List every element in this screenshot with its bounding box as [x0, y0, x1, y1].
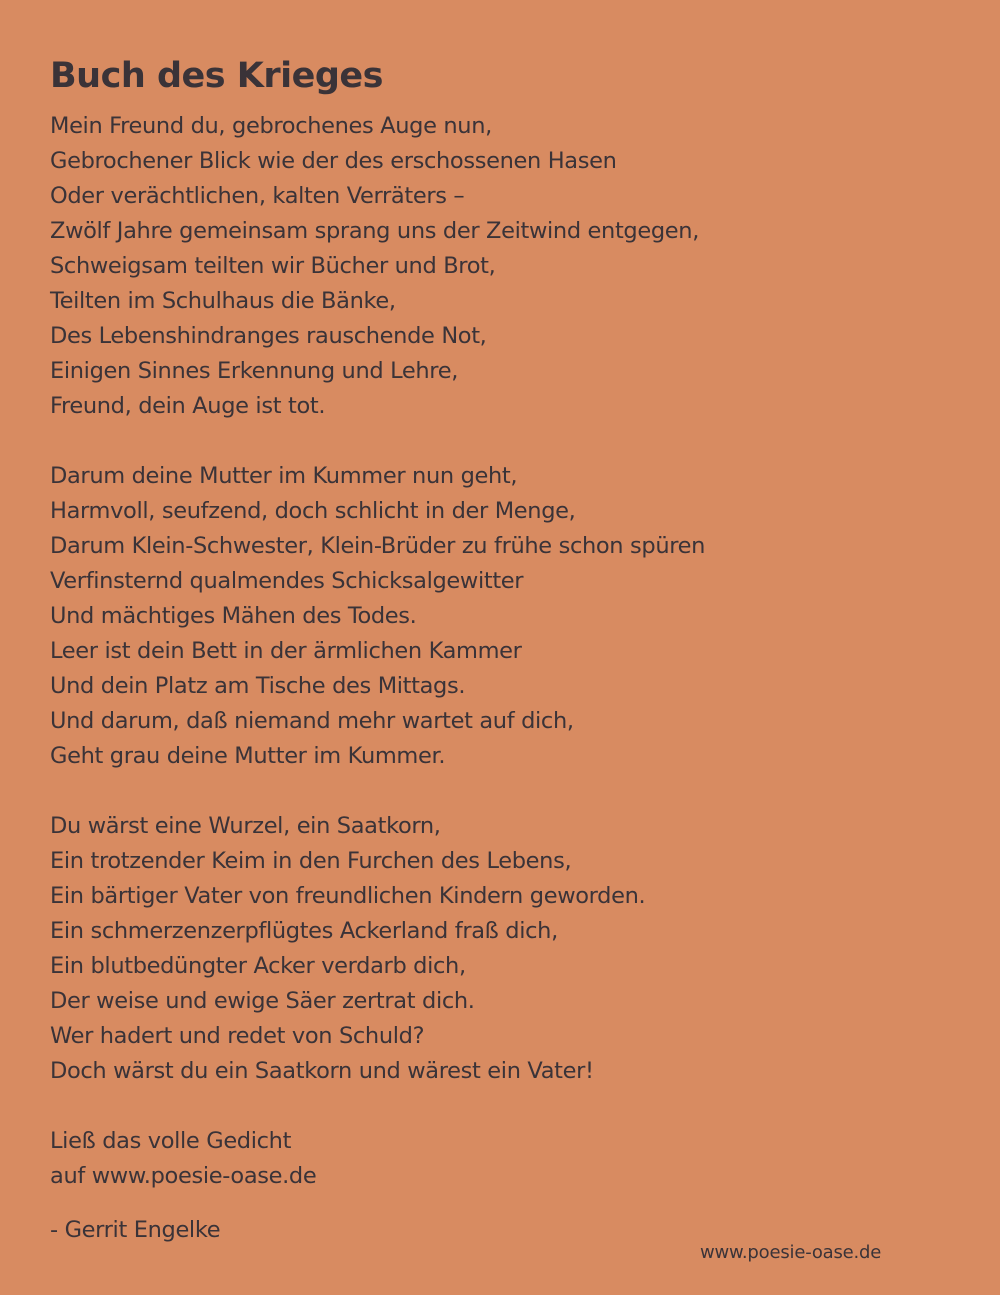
poem-line: Der weise und ewige Säer zertrat dich.: [50, 988, 475, 1014]
website-watermark: www.poesie-oase.de: [700, 1242, 882, 1263]
poem-line: Verfinsternd qualmendes Schicksalgewitter: [50, 568, 524, 594]
poem-line: Ein trotzender Keim in den Furchen des Lebens,: [50, 848, 572, 874]
poem-line: Oder verächtlichen, kalten Verräters –: [50, 183, 465, 209]
stanza: [50, 459, 950, 774]
promo-text: [50, 1124, 316, 1194]
poem-line: Und mächtiges Mähen des Todes.: [50, 603, 417, 629]
poem-line: Geht grau deine Mutter im Kummer.: [50, 743, 446, 769]
poem-line: Einigen Sinnes Erkennung und Lehre,: [50, 358, 458, 384]
poem-line: Darum Klein-Schwester, Klein-Brüder zu frühe schon spüren: [50, 533, 706, 559]
stanza: [50, 109, 950, 424]
poem-line: Schweigsam teilten wir Bücher und Brot,: [50, 253, 496, 279]
poem-line: Mein Freund du, gebrochenes Auge nun,: [50, 113, 492, 139]
stanza: [50, 809, 950, 1089]
poem-line: Ein blutbedüngter Acker verdarb dich,: [50, 953, 466, 979]
poem-line: Ein schmerzenzerpflügtes Ackerland fraß dich,: [50, 918, 558, 944]
poem-line: Du wärst eine Wurzel, ein Saatkorn,: [50, 813, 441, 839]
poem-line: Doch wärst du ein Saatkorn und wärest ein Vater!: [50, 1058, 594, 1084]
promo-line: auf www.poesie-oase.de: [50, 1163, 317, 1189]
author-credit: - Gerrit Engelke: [50, 1217, 221, 1243]
poem-line: Wer hadert und redet von Schuld?: [50, 1023, 425, 1049]
poem-body: [50, 109, 950, 1124]
poem-line: Des Lebenshindranges rauschende Not,: [50, 323, 487, 349]
poem-line: Leer ist dein Bett in der ärmlichen Kammer: [50, 638, 522, 664]
poem-line: Gebrochener Blick wie der des erschossenen Hasen: [50, 148, 617, 174]
poem-line: Zwölf Jahre gemeinsam sprang uns der Zeitwind entgegen,: [50, 218, 699, 244]
poem-line: Ein bärtiger Vater von freundlichen Kindern geworden.: [50, 883, 646, 909]
poem-line: Darum deine Mutter im Kummer nun geht,: [50, 463, 518, 489]
poem-line: Teilten im Schulhaus die Bänke,: [50, 288, 396, 314]
promo-line: Ließ das volle Gedicht: [50, 1128, 292, 1154]
poem-line: Harmvoll, seufzend, doch schlicht in der Menge,: [50, 498, 576, 524]
poem-line: Und dein Platz am Tische des Mittags.: [50, 673, 466, 699]
poem-title: Buch des Krieges: [50, 56, 383, 96]
poem-line: Freund, dein Auge ist tot.: [50, 393, 326, 419]
poem-line: Und darum, daß niemand mehr wartet auf dich,: [50, 708, 574, 734]
